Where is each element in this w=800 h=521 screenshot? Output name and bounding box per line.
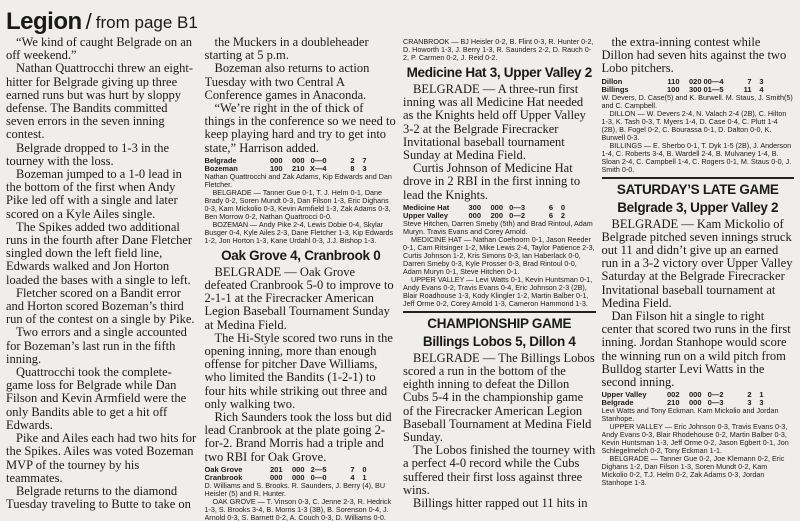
- box-line: OAK GROVE — T. Vinson 0-3, C. Jenne 2-3, R. Hedrick 1-3, S. Brooks 3-4, B. Morris 1-3 (3B), B. Sorenson 0-4, J. Arnold 0-3, S. Barnett 0-2, A. Couch 0-3, D. Williams 0-0.: [204, 496, 392, 521]
- box-score: [602, 391, 795, 487]
- column-2: [205, 36, 398, 521]
- box-line: BELGRADE — Tanner Gue 0-1, T. J. Helm 0-1, Dane Brady 0-2, Soren Mundt 0-3, Dan Filson 1-3, Eric Dighans 0-3, Kam Mickolio 0-3, Kevin Armfield 1-3, Zak Adams 0-3, Ben Morrow 0-2, Nathan Quattrocci 0-0.: [204, 187, 391, 221]
- paragraph: BELGRADE — Kam Mickolio of Belgrade pitched seven innings struck out 11 and didn’t give up an earned run in a 3-2 victory over Upper Valley Saturday at the Belgrade Firecracker Invitational baseball tournament at Medina Field.: [601, 216, 793, 310]
- paragraph: BELGRADE — The Billings Lobos scored a run in the bottom of the eighth inning to defeat the Dillon Cubs 5-4 in the championship game of the Firecracker American Legion Baseball Tournament at Medina Field Sunday.: [403, 350, 595, 445]
- box-line: UPPER VALLEY — Eric Johnson 0-3, Travis Evans 0-3, Andy Evans 0-3, Blair Rhodehouse 0-2, Martin Balber 0-3, Kevin Huntsman 1-3, Jeff Orme 0-2, Jason Egbert 0-1, Jon Schlegelmelch 0-2, Tony Eckman 1-1.: [601, 422, 789, 456]
- paragraph: Belgrade dropped to 1-3 in the tourney with the loss.: [6, 140, 170, 168]
- paragraph: Belgrade returns to the diamond Tuesday traveling to Butte to take on: [6, 483, 191, 512]
- box-score: [403, 38, 596, 62]
- section-name: Legion: [6, 8, 82, 35]
- paragraph: BELGRADE — Oak Grove defeated Cranbrook 5-0 to improve to 2-1-1 at the Firecracker American Legion Baseball Tournament Sunday at Medina Field.: [204, 264, 394, 332]
- box-score: [602, 78, 795, 174]
- paragraph: “We’re right in the of thick of things in the conference so we need to keep playing hard and try to get into state,” Harrison added.: [204, 101, 396, 155]
- paragraph: Bozeman also returns to action Tuesday with two Central A Conference games in Anaconda.: [204, 61, 370, 102]
- box-line: BOZEMAN — Andy Pike 2-4, Lewis Dobie 0-4, Skylar Busger 0-4, Kyle Ailes 2-3, Dane Fletcher 1-3, Kip Edwards 1-2, Jon Horton 1-3, Kane Urdahl 0-3, J.J. Bishop 1-3.: [204, 219, 394, 245]
- paragraph: Bozeman jumped to a 1-0 lead in the bottom of the first when Andy Pike led off with a single and later scored on a Kyle Ailes single.: [6, 167, 182, 221]
- box-score: [205, 157, 398, 245]
- linescore-row: Oak Grove 201 000 2—5 7 0: [204, 464, 367, 474]
- paragraph: Fletcher scored on a Bandit error and Horton scored Bozeman’s third run of the contest on a single by Pike.: [6, 285, 195, 327]
- header-slash: /: [85, 9, 92, 34]
- box-line: CRANBROOK — BJ Heisler 0-2, B. Flint 0-3, R. Hunter 0-2, D. Howorth 1-3, J. Berry 1-3, R. Saunders 2-2, D. Rauch 0-2, P. Carmen 0-2, J. Reid 0-2.: [403, 37, 594, 62]
- paragraph: BELGRADE — A three-run first inning was all Medicine Hat needed as the Knights held off Upper Valley 3-2 at the Belgrade Firecracker Invitational baseball tournament Sunday at Medina Field.: [403, 82, 586, 163]
- game-headline: Oak Grove 4, Cranbrook 0: [221, 247, 381, 263]
- column-4: [602, 36, 795, 521]
- linescore-row: Belgrade 000 000 0—0 2 7: [204, 155, 367, 165]
- box-line: Levi Watts and Tony Eckman. Kam Mickolio and Jordan Stanhope.: [601, 406, 779, 424]
- linescore-row: Upper Valley 000 200 0—2 6 2: [403, 210, 565, 220]
- section-headline: SATURDAY’S LATE GAME: [616, 181, 779, 197]
- paragraph: The Spikes added two additional runs in the fourth after Dane Fletcher singled down the left field line, Edwards walked and Jon Horton loaded the bases with a single to left.: [6, 219, 193, 287]
- paragraph: The Lobos finished the tourney with a perfect 4-0 record while the Cubs suffered their first loss against three wins.: [403, 443, 596, 497]
- paragraph: “We kind of caught Belgrade on an off weekend.”: [6, 36, 193, 63]
- column-3: [403, 36, 596, 521]
- paragraph: Billings hitter rapped out 11 hits in: [413, 496, 588, 511]
- game-headline: Belgrade 3, Upper Valley 2: [617, 199, 779, 215]
- box-score: [403, 204, 596, 308]
- box-line: W. Devers, D. Case(5) and K. Burwell. M. Staus, J. Smith(5) and C. Campbell.: [601, 92, 793, 110]
- game-headline: Billings Lobos 5, Dillon 4: [422, 333, 576, 349]
- column-1: [6, 36, 199, 521]
- paragraph: Nathan Quattrocchi threw an eight-hitter for Belgrade giving up three earned runs but was hurt by sloppy defense. The Bandits committed seven errors in the seven inning contest.: [6, 61, 194, 142]
- box-line: Steve Hitchen, Darren Smeby (5th) and Brad Rintoul, Adam Muryn. Travis Evans and Corey Arnold.: [403, 218, 593, 236]
- paragraph: Quattrocchi took the complete-game loss for Belgrade while Dan Filson and Kevin Armfield were the only Bandits able to get a hit off Edwards.: [6, 365, 187, 432]
- box-line: Nathan Quattrocchi and Zak Adams, Kip Edwards and Dan Fletcher.: [204, 171, 392, 189]
- linescore-row: Medicine Hat 300 000 0—3 6 0: [403, 202, 565, 212]
- paragraph: Curtis Johnson of Medicine Hat drove in 2 RBI in the first inning to lead the Knights.: [403, 161, 581, 202]
- linescore-row: Cranbrook 000 000 0—0 4 1: [204, 472, 367, 482]
- box-line: DILLON — W. Devers 2-4, N. Valach 2-4 (2B), C. Hilton 1-3, K. Tash 0-3, T. Myers 1-4, D. Case 0-4, C. Plutt 1-4 (2B), B. Fogel 0-2, C. Bourassa 0-1, D. Dalton 0-0, K. Burwell 0-3.: [601, 108, 787, 142]
- linescore-row: Bozeman 100 210 X—4 8 3: [204, 163, 367, 173]
- paragraph: Two errors and a single accounted for Bozeman’s last run in the fifth inning.: [6, 325, 187, 366]
- paragraph: Pike and Ailes each had two hits for the Spikes. Ailes was voted Bozeman MVP of the tourney by his teammates.: [6, 431, 197, 485]
- box-line: MEDICINE HAT — Nathan Coehoorn 0-1, Jason Reeder 0-1, Cam Ritsinger 1-2, Mike Lewis 2-4, Taylor Patience 2-3, Curtis Johnson 1-2, Kris Simons 0-3, Ian Haberlack 0-0, Darren Smeby 0-3, Kyle Prosser 0-3, Brad Rintoul 0-0, Adam Muryn 0-1, Steve Hitchen 0-1.: [403, 234, 595, 276]
- paragraph: Dan Filson hit a single to right center that scored two runs in the first inning. Jordan Stanhope would score the winning run on a wild pitch from Bulldog starter Levi Watts in the second inning.: [601, 309, 791, 390]
- linescore-row: Upper Valley 002 000 0—2 2 1: [601, 390, 764, 400]
- jump-line: from page B1: [95, 13, 198, 32]
- box-line: BELGRADE — Tanner Gue 0-2, Joe Klemann 0-2, Eric Dighans 1-2, Dan Filson 1-3, Soren Mundt 0-2, Kam Mickolio 0-2, T.J. Helm 0-2, Zak Adams 0-3, Jordan Stanhope 1-3.: [601, 454, 785, 488]
- linescore-row: Belgrade 210 000 0—3 3 3: [601, 398, 764, 408]
- linescore-row: Billings 100 300 01—5 11 4: [601, 84, 764, 94]
- paragraph: The Hi-Style scored two runs in the opening inning, more than enough offense for pitcher Dave Williams, who limited the Bandits (1-2-1) to four hits while striking out three and only walking two.: [204, 330, 393, 411]
- box-line: BILLINGS — E. Sherbo 0-1, T. Dyk 1-5 (2B), J. Anderson 1-4, C. Roberts 3-4, B. Wardell 2-4, B. Mulvaney 1-4, B. Sloan 2-4, C. Campbell 1-4, C. Rogers 0-1, M. Staus 0-0, J. Smith 0-0.: [601, 140, 792, 174]
- linescore-row: Dillon 110 020 00—4 7 3: [601, 76, 764, 86]
- section-rule: [403, 311, 596, 313]
- section-headline: CHAMPIONSHIP GAME: [427, 315, 572, 331]
- paragraph: the Muckers in a doubleheader starting at 5 p.m.: [204, 36, 369, 63]
- box-line: UPPER VALLEY — Levi Watts 0-1, Kevin Huntsman 0-1, Andy Evans 0-2, Travis Evans 0-4, Eric Johnson 2-3 (2B), Blair Roadhouse 1-3, Kody Klingler 1-2, Martin Balber 0-1, Jeff Orme 0-2, Corey Arnold 1-3, Cameron Hammond 1-3.: [403, 274, 593, 308]
- paragraph: Rich Saunders took the loss but did lead Cranbrook at the plate going 2-for-2. Brand Morris had a triple and two RBI for Oak Grove.: [204, 410, 392, 464]
- section-rule: [602, 177, 795, 179]
- box-score: [205, 466, 398, 521]
- section-header: [6, 6, 794, 34]
- paragraph: the extra-inning contest while Dillon had seven hits against the two Lobo pitchers.: [601, 36, 787, 76]
- game-headline: Medicine Hat 3, Upper Valley 2: [406, 65, 592, 80]
- box-line: D. Williams and S. Brooks. R. Saunders, J. Berry (4), BU Heisler (5) and R. Hunter.: [204, 480, 386, 498]
